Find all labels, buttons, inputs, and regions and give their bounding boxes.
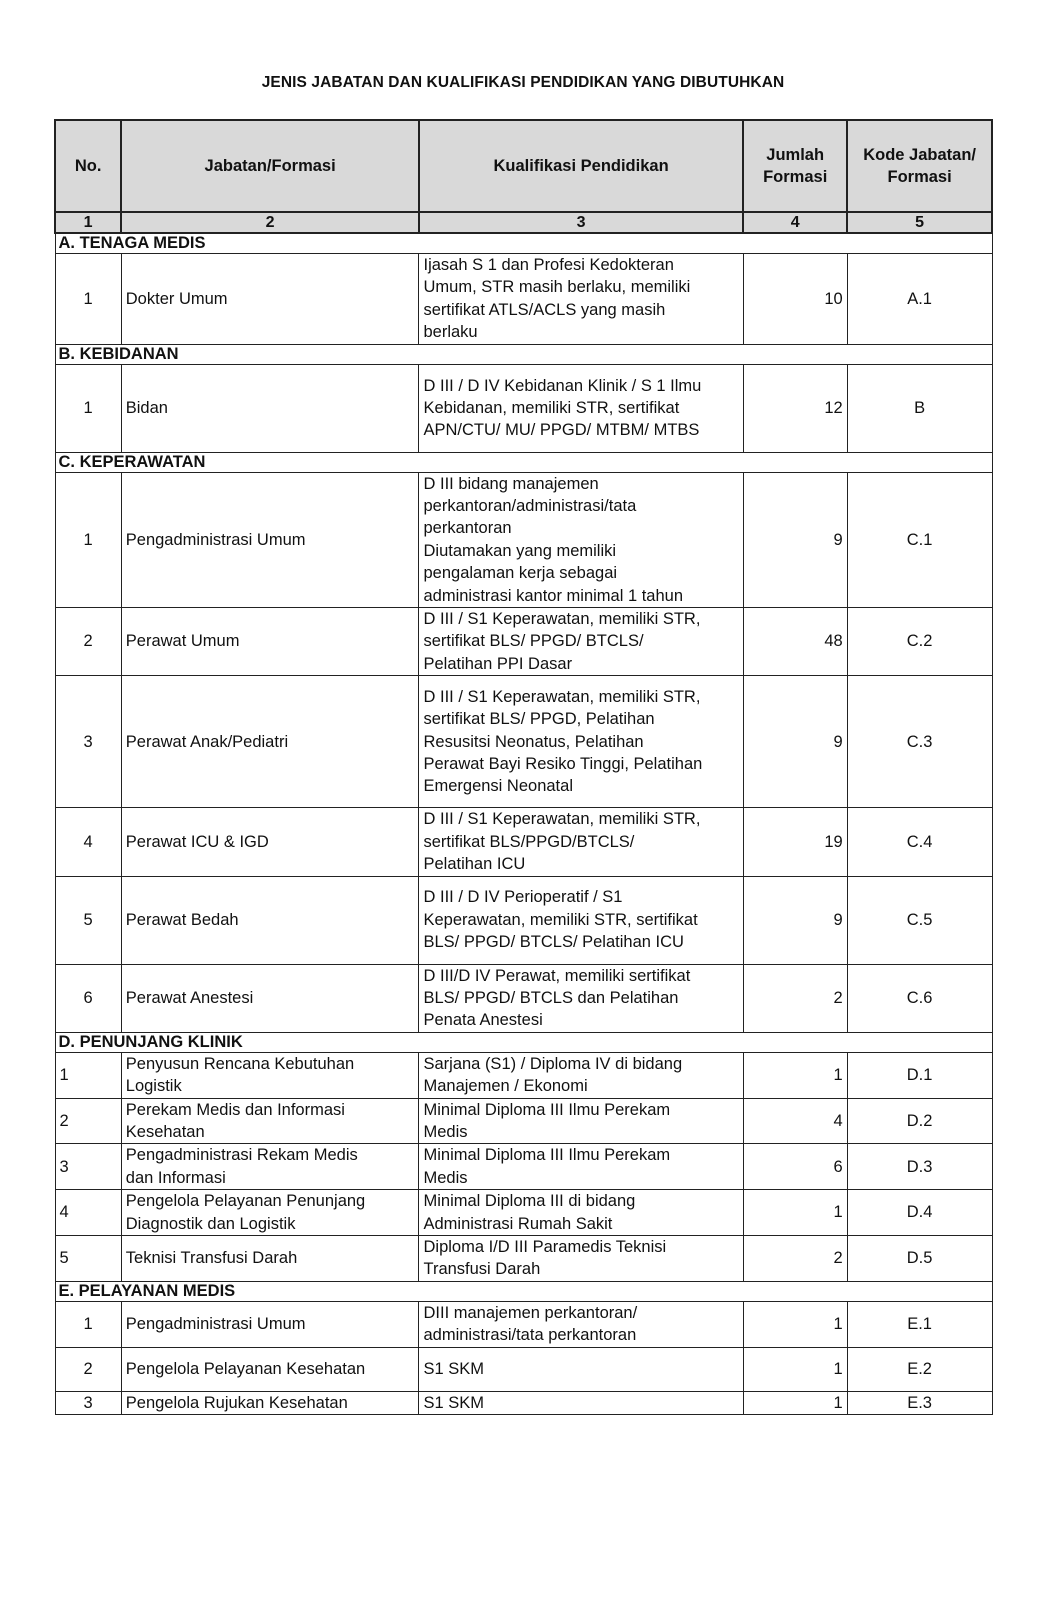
kualifikasi-line: sertifikat BLS/PPGD/BTCLS/ <box>423 832 635 851</box>
kualifikasi-line: Keperawatan, memiliki STR, sertifikat <box>423 910 698 929</box>
section-row <box>55 1281 992 1301</box>
kualifikasi-line: Kebidanan, memiliki STR, sertifikat <box>423 398 680 417</box>
kualifikasi-line: S1 SKM <box>423 1393 485 1412</box>
column-number: 2 <box>121 212 419 233</box>
cell-jumlah: 19 <box>743 808 847 876</box>
cell-no: 6 <box>55 964 121 1032</box>
header-jumlah-line1: Jumlah <box>766 145 825 164</box>
jabatan-line: Perekam Medis dan Informasi <box>125 1100 345 1119</box>
cell-jabatan: Pengelola Rujukan Kesehatan <box>121 1391 419 1414</box>
kualifikasi-line: D III bidang manajemen <box>423 474 599 493</box>
cell-jumlah: 2 <box>743 964 847 1032</box>
kualifikasi-line: Transfusi Darah <box>423 1260 541 1279</box>
column-number: 3 <box>419 212 743 233</box>
section-row <box>55 1032 992 1052</box>
kualifikasi-line: administrasi kantor minimal 1 tahun <box>423 586 684 605</box>
section-title: A. TENAGA MEDIS <box>55 233 992 254</box>
cell-jabatan: Perawat ICU & IGD <box>121 808 419 876</box>
header-jumlah <box>743 120 847 212</box>
cell-no: 3 <box>55 1144 121 1190</box>
kualifikasi-line: Ijasah S 1 dan Profesi Kedokteran <box>423 256 674 274</box>
kualifikasi-line: D III/D IV Perawat, memiliki sertifikat <box>423 966 691 985</box>
header-kualifikasi: Kualifikasi Pendidikan <box>419 120 743 212</box>
jabatan-line: Logistik <box>125 1077 182 1096</box>
cell-kualifikasi <box>419 1391 743 1414</box>
cell-no: 1 <box>55 364 121 452</box>
jabatan-line: Teknisi Transfusi Darah <box>125 1249 298 1268</box>
cell-no: 5 <box>55 876 121 964</box>
cell-kode: C.1 <box>847 472 992 607</box>
section-title: C. KEPERAWATAN <box>55 452 992 472</box>
section-title: D. PENUNJANG KLINIK <box>55 1032 992 1052</box>
cell-kualifikasi <box>419 472 743 607</box>
cell-jabatan <box>121 1144 419 1190</box>
kualifikasi-line: perkantoran/administrasi/tata <box>423 497 637 516</box>
kualifikasi-line: sertifikat BLS/ PPGD, Pelatihan <box>423 710 655 729</box>
cell-no: 4 <box>55 808 121 876</box>
cell-no: 1 <box>55 254 121 345</box>
cell-kode: E.1 <box>847 1301 992 1347</box>
kualifikasi-line: Pelatihan PPI Dasar <box>423 654 573 673</box>
cell-kode: E.3 <box>847 1391 992 1414</box>
kualifikasi-line: Umum, STR masih berlaku, memiliki <box>423 278 691 297</box>
cell-jabatan: Bidan <box>121 364 419 452</box>
cell-jumlah: 9 <box>743 676 847 808</box>
cell-jabatan <box>121 1190 419 1236</box>
kualifikasi-line: berlaku <box>423 323 478 342</box>
cell-jumlah: 1 <box>743 1391 847 1414</box>
kualifikasi-line: D III / S1 Keperawatan, memiliki STR, <box>423 687 701 706</box>
table-row <box>55 1052 992 1098</box>
table-row <box>55 876 992 964</box>
jabatan-line: Pengelola Pelayanan Penunjang <box>125 1192 366 1211</box>
table-row <box>55 1144 992 1190</box>
table-row <box>55 254 992 345</box>
kualifikasi-line: Resusitsi Neonatus, Pelatihan <box>423 732 644 751</box>
table-row <box>55 808 992 876</box>
cell-no: 1 <box>55 472 121 607</box>
kualifikasi-line: Sarjana (S1) / Diploma IV di bidang <box>423 1054 683 1073</box>
cell-kode: D.2 <box>847 1098 992 1144</box>
cell-no: 2 <box>55 1347 121 1391</box>
cell-jabatan: Perawat Anestesi <box>121 964 419 1032</box>
cell-jabatan: Perawat Bedah <box>121 876 419 964</box>
cell-kode: A.1 <box>847 254 992 345</box>
cell-kualifikasi <box>419 1235 743 1281</box>
table-row <box>55 1190 992 1236</box>
cell-kode: D.1 <box>847 1052 992 1098</box>
kualifikasi-line: Emergensi Neonatal <box>423 777 573 796</box>
cell-kode: D.3 <box>847 1144 992 1190</box>
kualifikasi-line: Pelatihan ICU <box>423 855 526 874</box>
cell-no: 3 <box>55 1391 121 1414</box>
jabatan-line: Pengadministrasi Rekam Medis <box>125 1146 358 1165</box>
column-number: 5 <box>847 212 992 233</box>
kualifikasi-line: Minimal Diploma III Ilmu Perekam <box>423 1100 671 1119</box>
table-row <box>55 964 992 1032</box>
cell-jumlah: 2 <box>743 1235 847 1281</box>
page-title: JENIS JABATAN DAN KUALIFIKASI PENDIDIKAN YANG DIBUTUHKAN <box>261 74 785 91</box>
cell-kode: C.3 <box>847 676 992 808</box>
table-body <box>55 233 992 1415</box>
cell-kualifikasi <box>419 1052 743 1098</box>
table-row <box>55 676 992 808</box>
kualifikasi-line: pengalaman kerja sebagai <box>423 564 618 583</box>
cell-jabatan: Pengadministrasi Umum <box>121 1301 419 1347</box>
cell-jumlah: 9 <box>743 876 847 964</box>
kualifikasi-line: Diutamakan yang memiliki <box>423 541 617 560</box>
column-number: 1 <box>55 212 121 233</box>
kualifikasi-line: D III / D IV Kebidanan Klinik / S 1 Ilmu <box>423 376 702 395</box>
cell-jumlah: 1 <box>743 1052 847 1098</box>
kualifikasi-line: Minimal Diploma III Ilmu Perekam <box>423 1146 671 1165</box>
header-kode <box>847 120 992 212</box>
kualifikasi-line: DIII manajemen perkantoran/ <box>423 1303 638 1322</box>
header-kode-line1: Kode Jabatan/ <box>863 145 976 164</box>
cell-jabatan <box>121 1052 419 1098</box>
cell-jabatan: Perawat Umum <box>121 608 419 676</box>
kualifikasi-line: BLS/ PPGD/ BTCLS dan Pelatihan <box>423 988 679 1007</box>
header-jumlah-line2: Formasi <box>763 168 828 186</box>
cell-kualifikasi <box>419 1144 743 1190</box>
cell-no: 3 <box>55 676 121 808</box>
table-row <box>55 1098 992 1144</box>
cell-jabatan: Pengelola Pelayanan Kesehatan <box>121 1347 419 1391</box>
header-kode-line2: Formasi <box>887 168 952 186</box>
cell-kode: C.2 <box>847 608 992 676</box>
section-title: E. PELAYANAN MEDIS <box>55 1281 992 1301</box>
kualifikasi-line: perkantoran <box>423 519 512 538</box>
cell-kode: C.5 <box>847 876 992 964</box>
cell-kualifikasi <box>419 1347 743 1391</box>
cell-jabatan: Perawat Anak/Pediatri <box>121 676 419 808</box>
section-row <box>55 233 992 254</box>
section-title: B. KEBIDANAN <box>55 344 992 364</box>
column-number: 4 <box>743 212 847 233</box>
kualifikasi-line: D III / S1 Keperawatan, memiliki STR, <box>423 610 701 629</box>
cell-no: 4 <box>55 1190 121 1236</box>
cell-jumlah: 9 <box>743 472 847 607</box>
kualifikasi-line: Administrasi Rumah Sakit <box>423 1214 613 1233</box>
section-row <box>55 452 992 472</box>
cell-kualifikasi <box>419 808 743 876</box>
cell-no: 1 <box>55 1301 121 1347</box>
cell-kualifikasi <box>419 964 743 1032</box>
kualifikasi-line: Penata Anestesi <box>423 1011 543 1030</box>
cell-kode: C.4 <box>847 808 992 876</box>
table-row <box>55 1347 992 1391</box>
column-number-row <box>55 212 992 233</box>
table-row <box>55 1301 992 1347</box>
cell-kualifikasi <box>419 676 743 808</box>
cell-no: 1 <box>55 1052 121 1098</box>
cell-jabatan: Dokter Umum <box>121 254 419 345</box>
kualifikasi-line: Perawat Bayi Resiko Tinggi, Pelatihan <box>423 754 703 773</box>
cell-kode: D.4 <box>847 1190 992 1236</box>
cell-jumlah: 6 <box>743 1144 847 1190</box>
jabatan-line: Diagnostik dan Logistik <box>125 1214 296 1233</box>
kualifikasi-line: Diploma I/D III Paramedis Teknisi <box>423 1237 667 1256</box>
table-header-row <box>55 120 992 212</box>
cell-no: 2 <box>55 608 121 676</box>
kualifikasi-line: APN/CTU/ MU/ PPGD/ MTBM/ MTBS <box>423 421 700 440</box>
table-row <box>55 1235 992 1281</box>
cell-kode: D.5 <box>847 1235 992 1281</box>
kualifikasi-line: administrasi/tata perkantoran <box>423 1326 637 1345</box>
table-row <box>55 364 992 452</box>
cell-no: 2 <box>55 1098 121 1144</box>
cell-jumlah: 1 <box>743 1347 847 1391</box>
table-row <box>55 1391 992 1414</box>
job-requirements-table <box>54 119 993 1415</box>
kualifikasi-line: D III / D IV Perioperatif / S1 <box>423 888 623 907</box>
kualifikasi-line: Medis <box>423 1168 468 1187</box>
kualifikasi-line: sertifikat BLS/ PPGD/ BTCLS/ <box>423 632 644 651</box>
cell-kualifikasi <box>419 364 743 452</box>
table-row <box>55 472 992 607</box>
cell-kualifikasi <box>419 1301 743 1347</box>
cell-kualifikasi <box>419 608 743 676</box>
cell-jabatan <box>121 1098 419 1144</box>
header-no: No. <box>55 120 121 212</box>
cell-kualifikasi <box>419 254 743 345</box>
cell-kode: E.2 <box>847 1347 992 1391</box>
kualifikasi-line: D III / S1 Keperawatan, memiliki STR, <box>423 810 701 829</box>
cell-kualifikasi <box>419 876 743 964</box>
cell-jabatan <box>121 1235 419 1281</box>
header-jabatan: Jabatan/Formasi <box>121 120 419 212</box>
kualifikasi-line: BLS/ PPGD/ BTCLS/ Pelatihan ICU <box>423 933 684 952</box>
table-row <box>55 608 992 676</box>
jabatan-line: dan Informasi <box>125 1168 226 1187</box>
cell-jumlah: 4 <box>743 1098 847 1144</box>
cell-jumlah: 10 <box>743 254 847 345</box>
jabatan-line: Penyusun Rencana Kebutuhan <box>125 1054 355 1073</box>
kualifikasi-line: Minimal Diploma III di bidang <box>423 1192 636 1211</box>
cell-no: 5 <box>55 1235 121 1281</box>
cell-jumlah: 48 <box>743 608 847 676</box>
kualifikasi-line: sertifikat ATLS/ACLS yang masih <box>423 300 666 319</box>
kualifikasi-line: S1 SKM <box>423 1359 485 1378</box>
cell-jumlah: 12 <box>743 364 847 452</box>
section-row <box>55 344 992 364</box>
cell-kualifikasi <box>419 1190 743 1236</box>
cell-jabatan: Pengadministrasi Umum <box>121 472 419 607</box>
cell-jumlah: 1 <box>743 1190 847 1236</box>
cell-kualifikasi <box>419 1098 743 1144</box>
jabatan-line: Kesehatan <box>125 1122 205 1141</box>
cell-kode: B <box>847 364 992 452</box>
kualifikasi-line: Manajemen / Ekonomi <box>423 1077 588 1096</box>
cell-kode: C.6 <box>847 964 992 1032</box>
cell-jumlah: 1 <box>743 1301 847 1347</box>
kualifikasi-line: Medis <box>423 1122 468 1141</box>
